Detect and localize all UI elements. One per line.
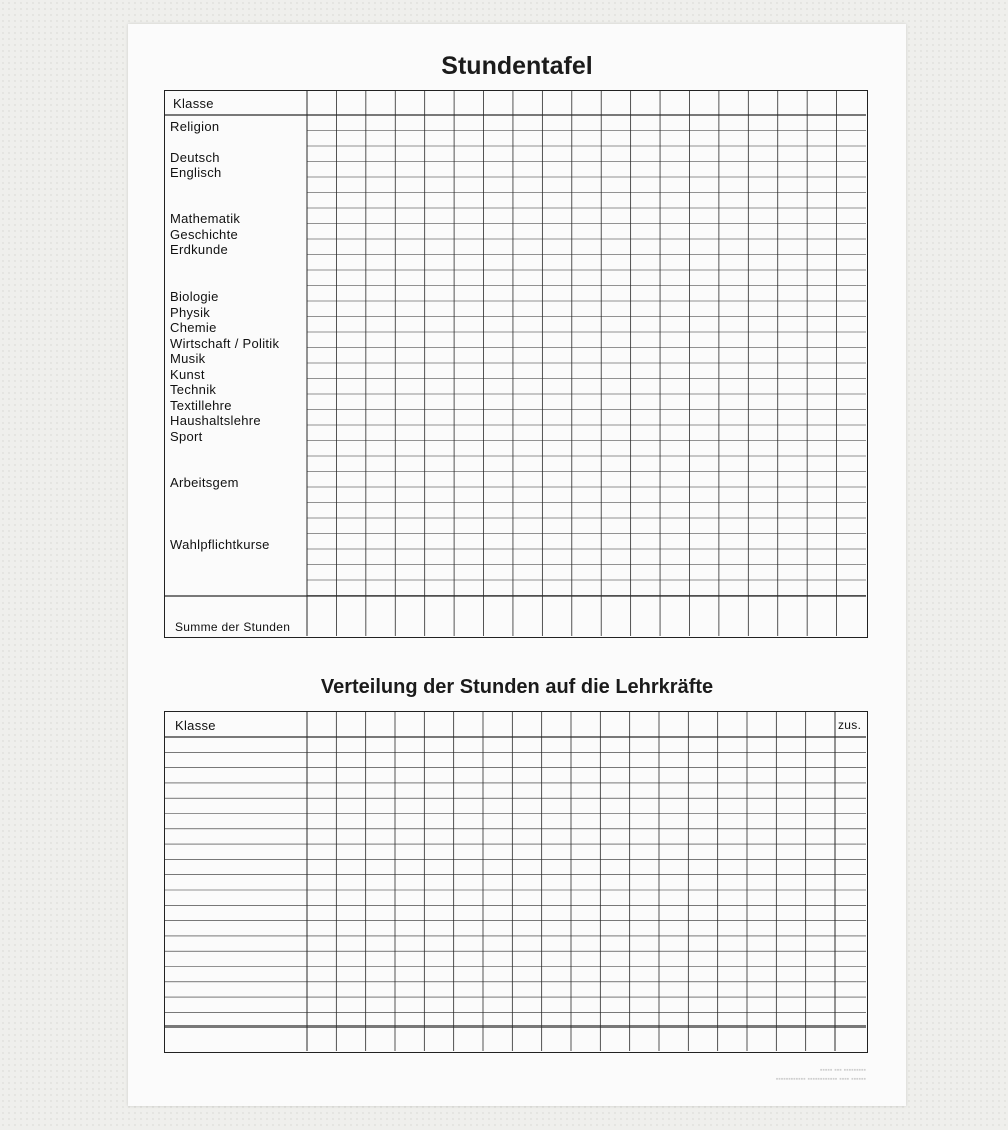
stundentafel-title: Stundentafel	[441, 52, 593, 80]
stundentafel-grid-lines	[165, 91, 866, 636]
subject-arbeitsgem: Arbeitsgem	[170, 475, 239, 490]
subject-chemie: Chemie	[170, 320, 217, 335]
verteilung-table	[164, 711, 868, 1053]
verteilung-title: Verteilung der Stunden auf die Lehrkräfte	[320, 676, 714, 698]
verteilung-grid-lines	[165, 712, 866, 1051]
subject-haushaltslehre: Haushaltslehre	[170, 413, 261, 428]
total-hours-label: Summe der Stunden	[175, 620, 291, 634]
subject-erdkunde: Erdkunde	[170, 242, 229, 257]
subject-mathematik: Mathematik	[170, 211, 241, 226]
subject-sport: Sport	[170, 429, 203, 444]
subject-biologie: Biologie	[170, 289, 219, 304]
form-sheet	[128, 24, 906, 1106]
subject-technik: Technik	[170, 382, 217, 397]
stundentafel-table	[164, 90, 868, 638]
verteilung-header-label: Klasse	[175, 718, 216, 733]
subject-wahlpflichtkurse: Wahlpflichtkurse	[170, 537, 270, 552]
subject-religion: Religion	[170, 119, 220, 134]
faint-print-footer: ▪▪▪▪▪ ▪▪▪ ▪▪▪▪▪▪▪▪▪ ▪▪▪▪▪▪▪▪▪▪▪▪ ▪▪▪▪▪▪▪▪▪▪▪▪ ▪▪▪▪ ▪▪▪▪▪▪	[775, 1067, 866, 1083]
stundentafel-header-label: Klasse	[173, 96, 214, 111]
subject-englisch: Englisch	[170, 165, 222, 180]
subject-geschichte: Geschichte	[170, 227, 239, 242]
subject-musik: Musik	[170, 351, 206, 366]
subject-kunst: Kunst	[170, 367, 205, 382]
subject-wirtschaft-politik: Wirtschaft / Politik	[170, 336, 280, 351]
verteilung-total-column-label: zus.	[838, 718, 862, 732]
subject-textillehre: Textillehre	[170, 398, 232, 413]
subject-physik: Physik	[170, 305, 211, 320]
subject-deutsch: Deutsch	[170, 150, 220, 165]
